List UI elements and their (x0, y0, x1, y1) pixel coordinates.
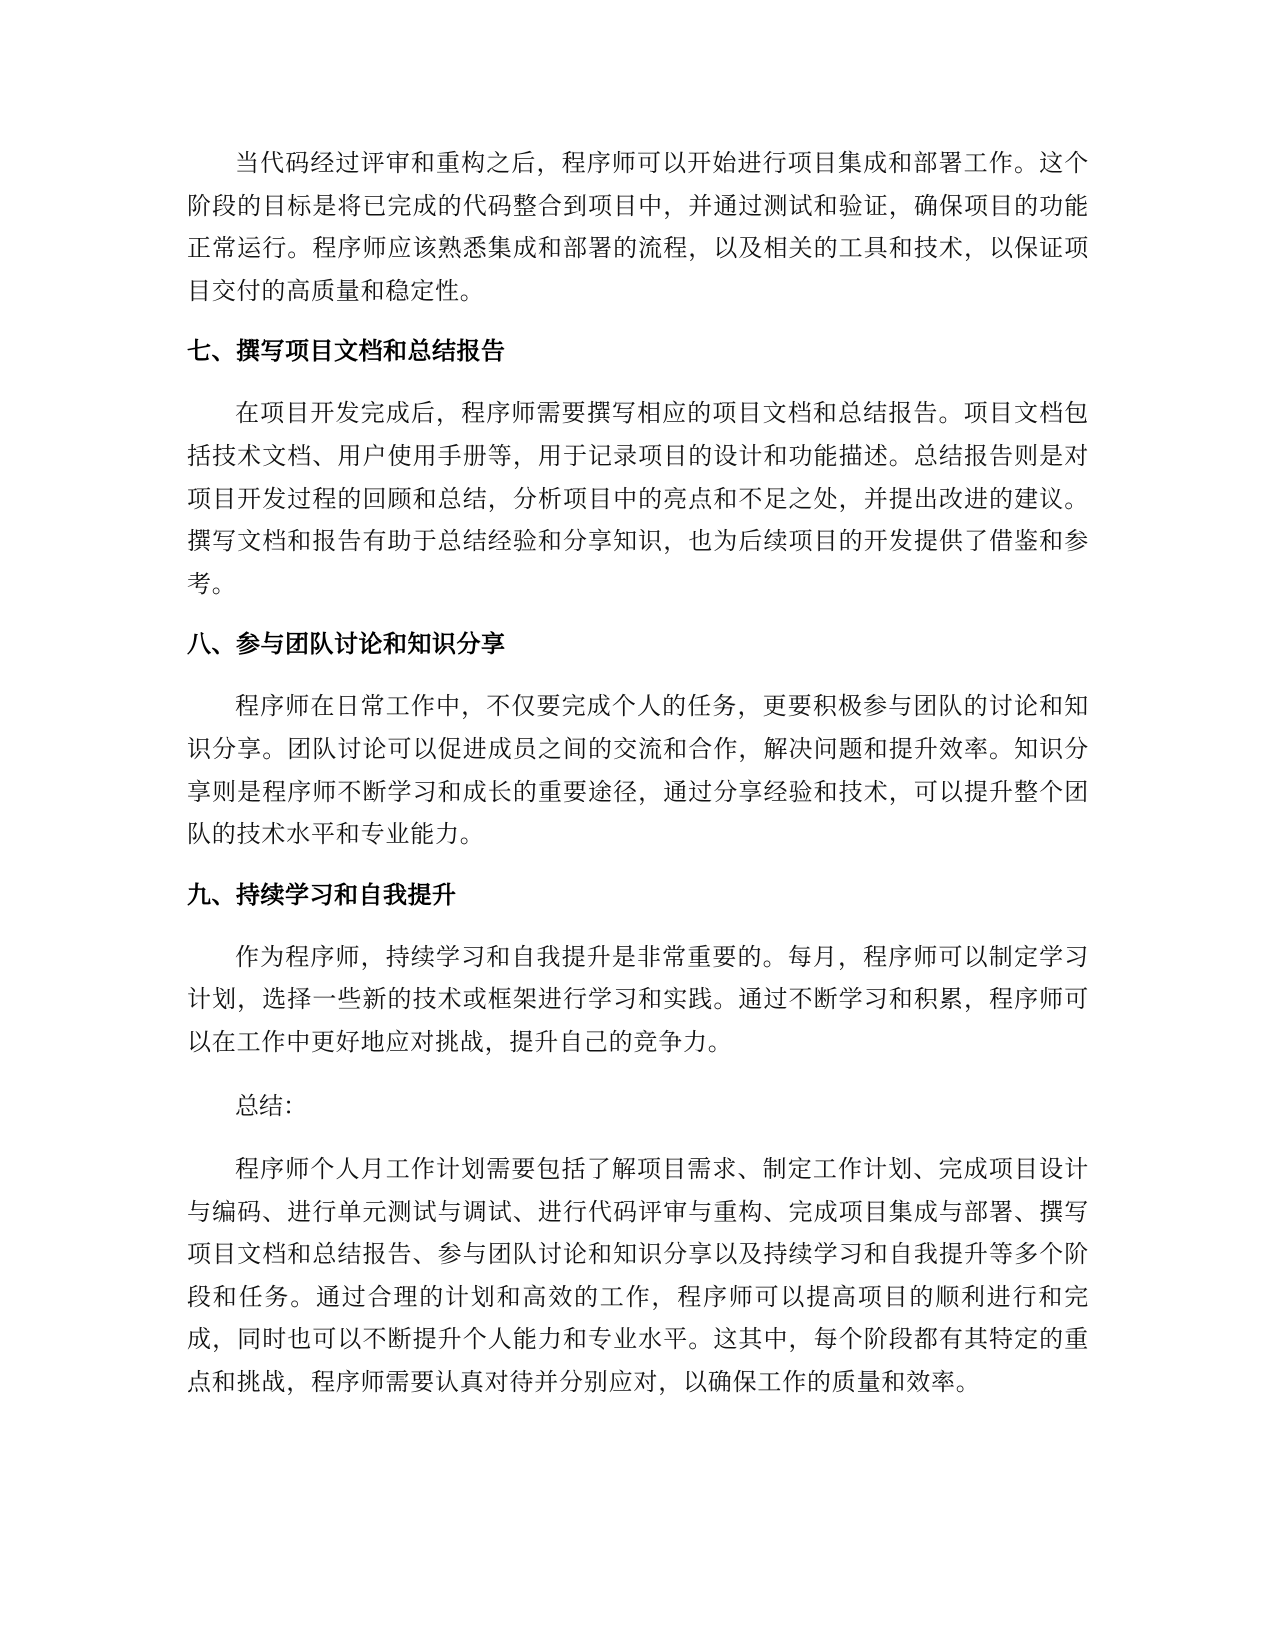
paragraph-integration-deployment: 当代码经过评审和重构之后，程序师可以开始进行项目集成和部署工作。这个阶段的目标是将已完成的代码整合到项目中，并通过测试和验证，确保项目的功能正常运行。程序师应该熟悉集成和部署的流程，以及相关的工具和技术，以保证项目交付的高质量和稳定性。 (187, 149, 1089, 305)
section-heading-team-discussion: 八、参与团队讨论和知识分享 (187, 630, 506, 659)
paragraph-continuous-learning: 作为程序师，持续学习和自我提升是非常重要的。每月，程序师可以制定学习计划，选择一些新的技术或框架进行学习和实践。通过不断学习和积累，程序师可以在工作中更好地应对挑战，提升自己的竞争力。 (187, 942, 1089, 1056)
paragraph-documentation: 在项目开发完成后，程序师需要撰写相应的项目文档和总结报告。项目文档包括技术文档、用户使用手册等，用于记录项目的设计和功能描述。总结报告则是对项目开发过程的回顾和总结，分析项目中的亮点和不足之处，并提出改进的建议。撰写文档和报告有助于总结经验和分享知识，也为后续项目的开发提供了借鉴和参考。 (187, 399, 1089, 598)
paragraph-team-discussion: 程序师在日常工作中，不仅要完成个人的任务，更要积极参与团队的讨论和知识分享。团队讨论可以促进成员之间的交流和合作，解决问题和提升效率。知识分享则是程序师不断学习和成长的重要途径，通过分享经验和技术，可以提升整个团队的技术水平和专业能力。 (187, 692, 1089, 849)
section-heading-continuous-learning: 九、持续学习和自我提升 (187, 880, 457, 909)
summary-label: 总结： (235, 1091, 307, 1120)
section-heading-documentation: 七、撰写项目文档和总结报告 (187, 337, 506, 366)
document-body (187, 142, 1089, 1425)
paragraph-summary: 程序师个人月工作计划需要包括了解项目需求、制定工作计划、完成项目设计与编码、进行单元测试与调试、进行代码评审与重构、完成项目集成与部署、撰写项目文档和总结报告、参与团队讨论和知识分享以及持续学习和自我提升等多个阶段和任务。通过合理的计划和高效的工作，程序师可以提高项目的顺利进行和完成，同时也可以不断提升个人能力和专业水平。这其中，每个阶段都有其特定的重点和挑战，程序师需要认真对待并分别应对，以确保工作的质量和效率。 (187, 1155, 1089, 1397)
